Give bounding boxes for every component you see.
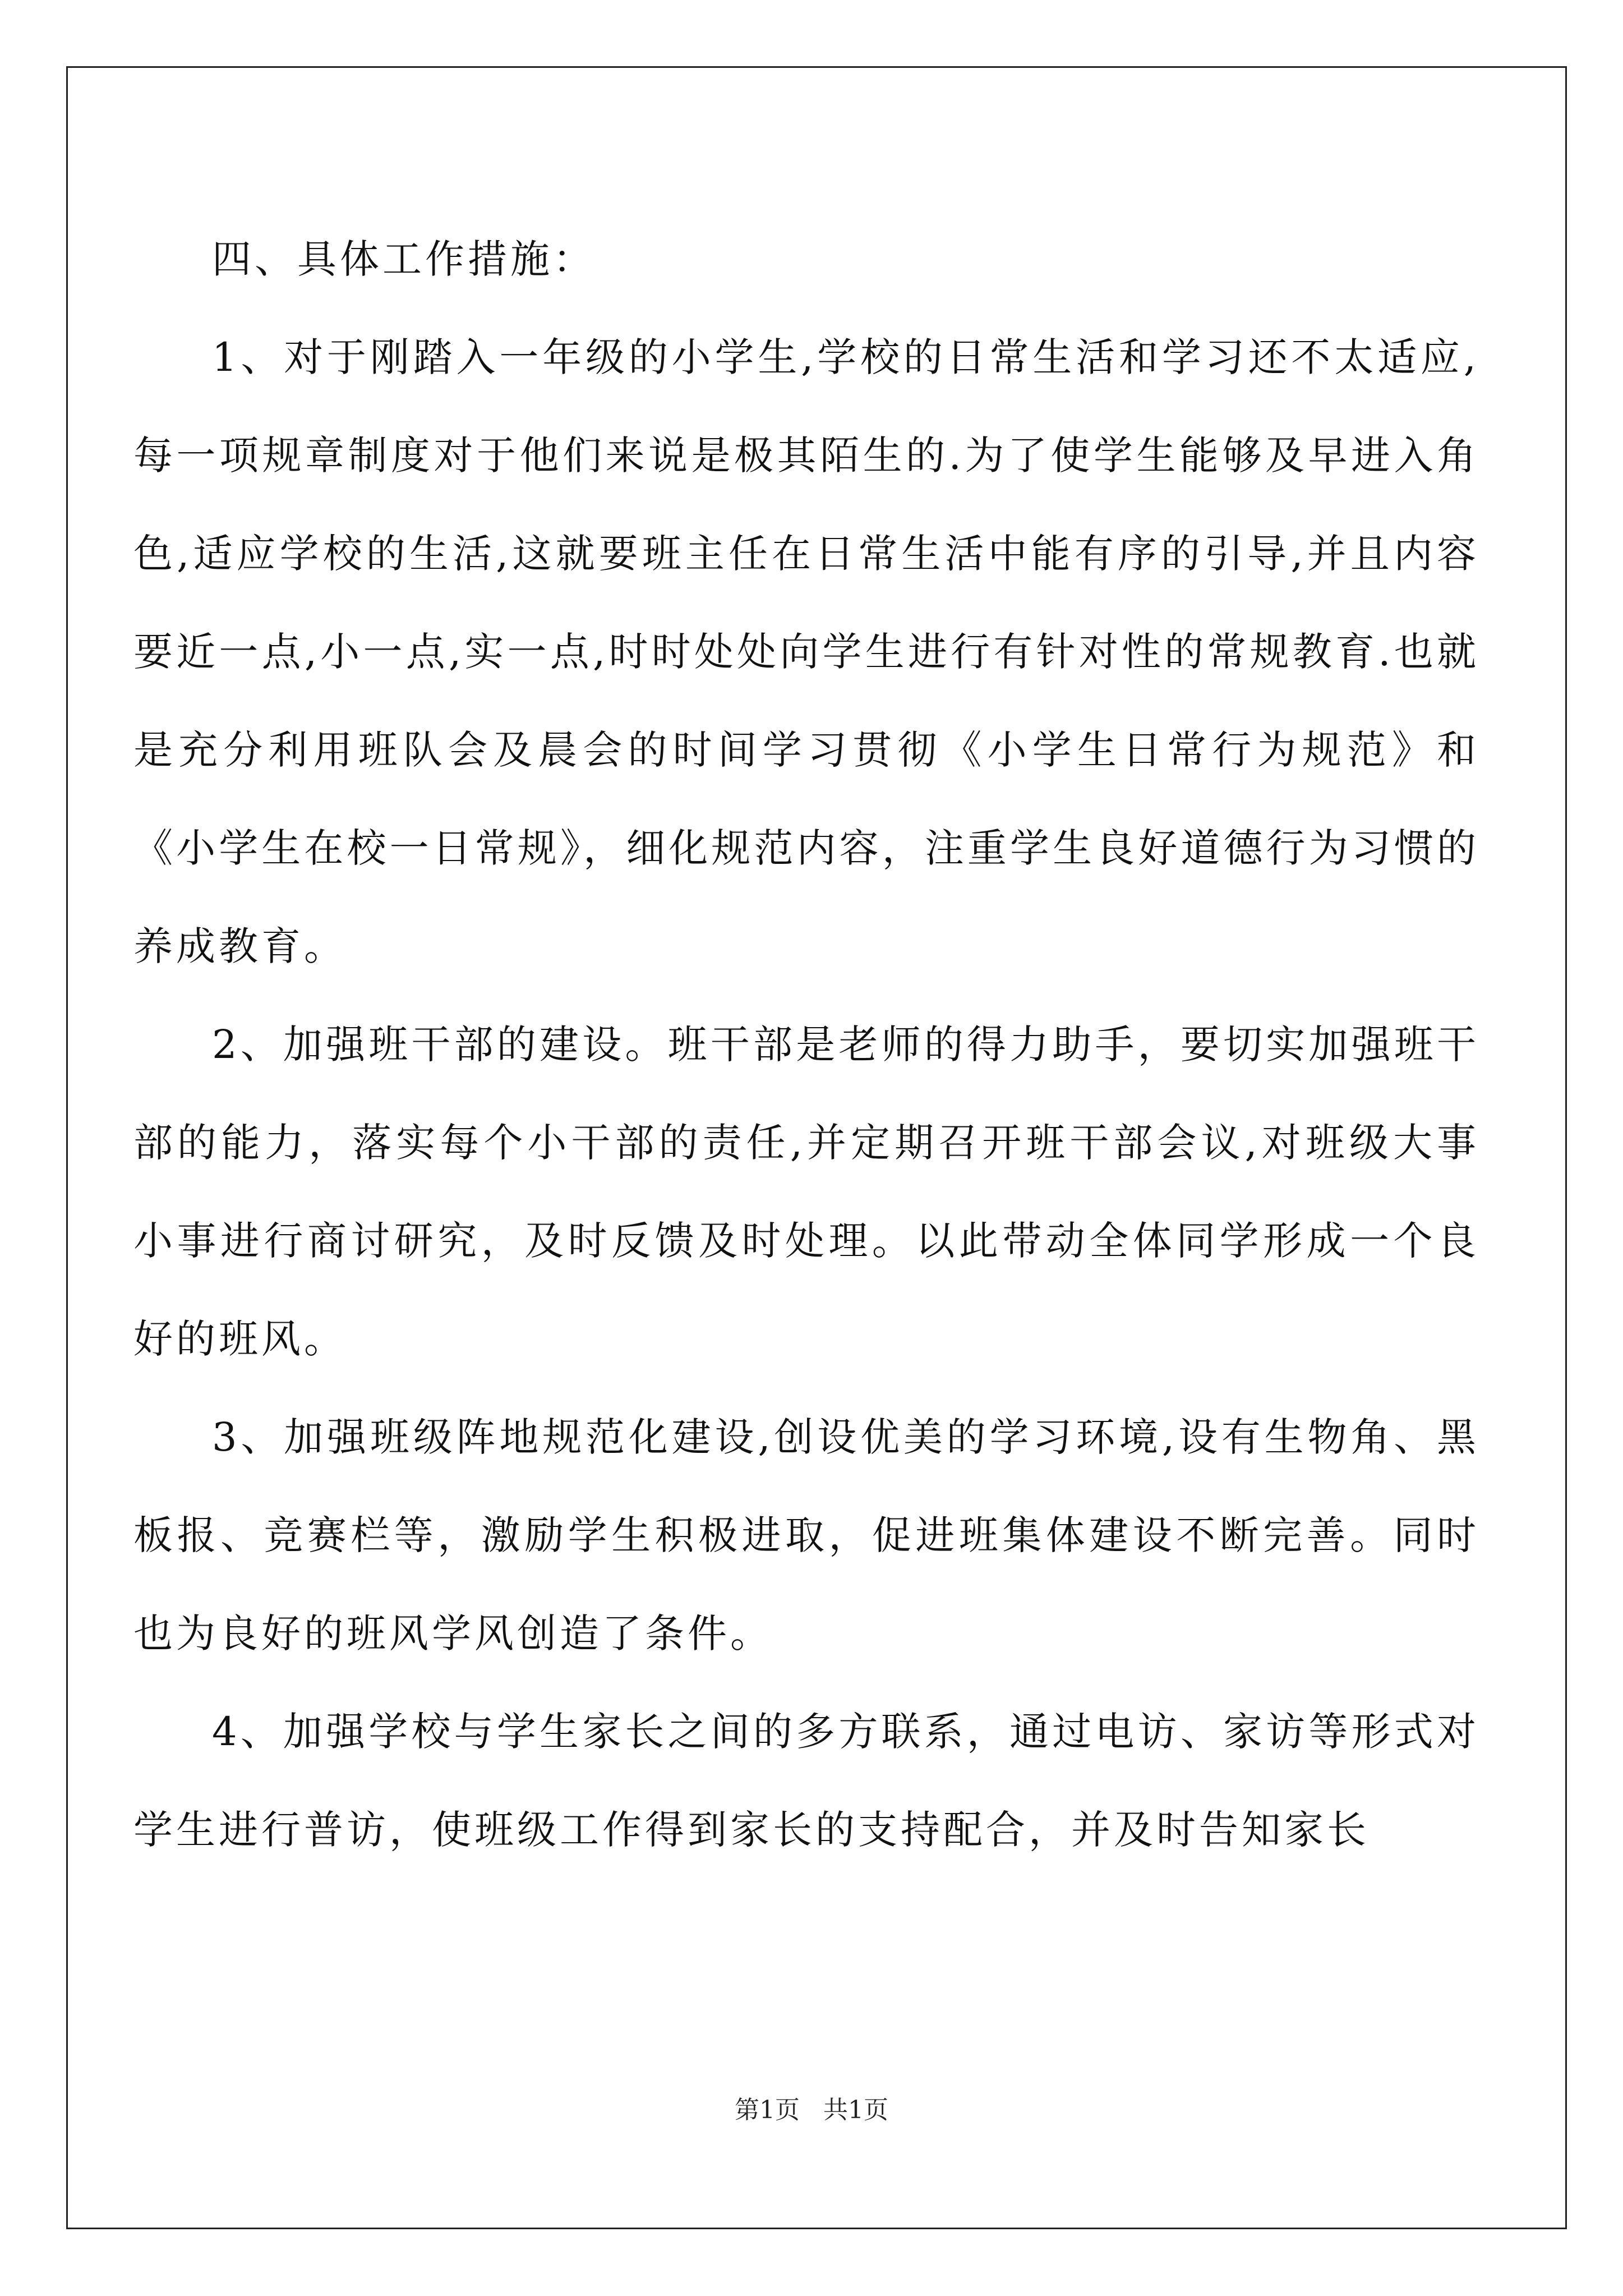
page-footer: 第1页 共1页 xyxy=(735,2096,888,2124)
paragraph-1: 1、对于刚踏入一年级的小学生,学校的日常生活和学习还不太适应,每一项规章制度对于他们来说是极其陌生的.为了使学生能够及早进入角色,适应学校的生活,这就要班主任在日常生活中能有序的引导,并且内容要近一点,小一点,实一点,时时处处向学生进行有针对性的常规教育.也就是充分利用班队会及晨会的时间学习贯彻《小学生日常行为规范》和《小学生在校一日常规》，细化规范内容，注重学生良好道德行为习惯的养成教育。 xyxy=(133,334,1479,969)
document-body xyxy=(133,210,1479,1879)
section-heading: 四、具体工作措施： xyxy=(212,236,596,282)
paragraph-4: 4、加强学校与学生家长之间的多方联系，通过电访、家访等形式对学生进行普访，使班级工作得到家长的支持配合，并及时告知家长 xyxy=(133,1709,1479,1853)
paragraph-3: 3、加强班级阵地规范化建设,创设优美的学习环境,设有生物角、黑板报、竞赛栏等，激励学生积极进取，促进班集体建设不断完善。同时也为良好的班风学风创造了条件。 xyxy=(133,1414,1479,1657)
paragraph-2: 2、加强班干部的建设。班干部是老师的得力助手，要切实加强班干部的能力，落实每个小干部的责任,并定期召开班干部会议,对班级大事小事进行商讨研究，及时反馈及时处理。以此带动全体同学形成一个良好的班风。 xyxy=(133,1022,1479,1362)
